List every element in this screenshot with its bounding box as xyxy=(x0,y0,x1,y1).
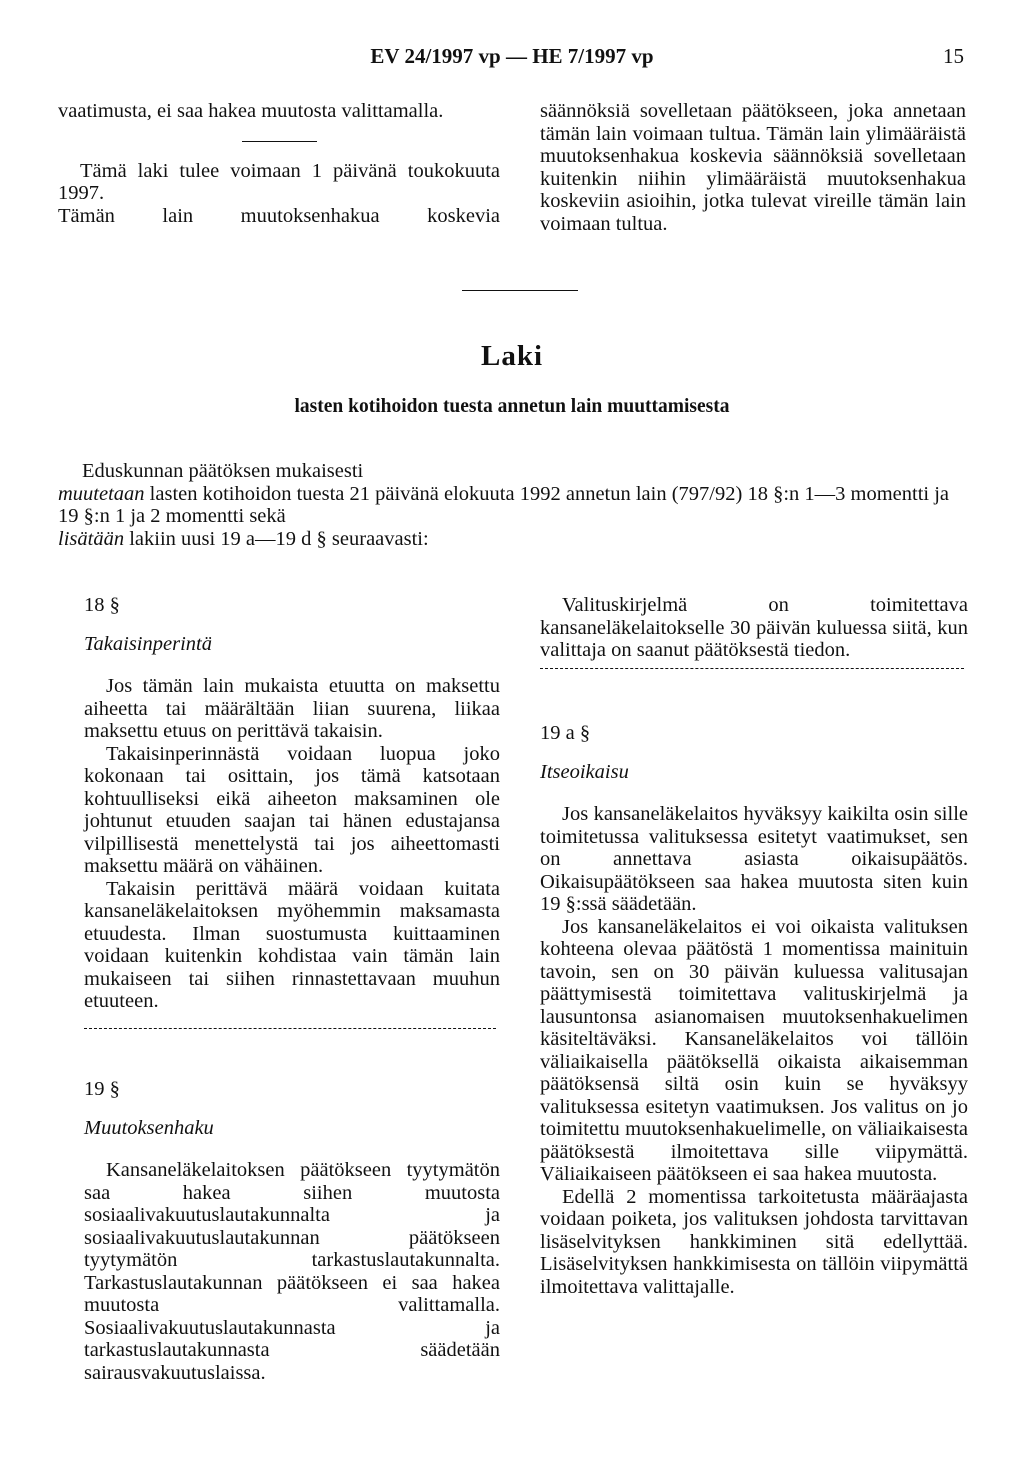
paragraph: Jos kansaneläkelaitos hyväksyy kaikilta osin sille toimitetussa valituksessa esitetyt vaatimukset, sen on annettava asiasta oikaisupäätös. Oikaisupäätökseen saa hakea muutosta siten kuin 19 §:ssä säädetään. xyxy=(540,803,968,915)
paragraph: vaatimusta, ei saa hakea muutosta valittamalla. xyxy=(58,100,444,122)
preamble-add xyxy=(58,528,968,551)
omission-dashes xyxy=(84,1028,496,1029)
section-title: Takaisinperintä xyxy=(84,632,212,655)
paragraph: Jos kansaneläkelaitos ei voi oikaista valituksen kohteena olevaa päätöstä 1 momentissa mainituin tavoin, sen on 30 päivän kuluessa valitusajan päättymisestä toimitettava valituskirjelmä ja lausuntonsa asianomaisen muutoksenhakuelimen käsiteltäväksi. Kansaneläkelaitos voi tällöin väliaikaisella päätöksellä oikaista aikaisemman päätöksensä siltä osin kuin se hyväksyy valituksessa esitetyn vaatimuksen. Jos valitus on jo toimitettu muutoksenhakuelimelle, on väliaikaisesta päätöksestä ilmoitettava sille viipymättä. Väliaikaiseen päätökseen ei saa hakea muutosta. xyxy=(540,915,968,1185)
section-19a xyxy=(540,722,968,1298)
paragraph: Tämän lain muutoksenhakua koskevia xyxy=(58,204,500,227)
top-right-column xyxy=(540,100,966,235)
omission-dashes xyxy=(540,668,964,669)
section-number: 19 § xyxy=(84,1078,120,1100)
preamble xyxy=(58,460,968,550)
section-19 xyxy=(84,1078,500,1384)
preamble-text: lasten kotihoidon tuesta 21 päivänä elokuuta 1992 annetun lain (797/92) 18 §:n 1—3 momentti ja 19 §:n 1 ja 2 momentti sekä xyxy=(58,482,950,527)
paragraph: Tämä laki tulee voimaan 1 päivänä toukokuuta 1997. xyxy=(58,159,500,204)
section-number: 19 a § xyxy=(540,722,591,744)
section-title: Muutoksenhaku xyxy=(84,1116,214,1139)
law-title: Laki xyxy=(480,340,544,372)
section-19-continued xyxy=(540,594,968,662)
page-number: 15 xyxy=(943,44,964,68)
paragraph: Takaisinperinnästä voidaan luopua joko kokonaan tai osittain, jos tämä katsotaan kohtuulliseksi eikä aiheeton maksaminen ole johtunut etuuden saajan tai hänen edustajansa vilpillisestä menettelystä tai jos aiheettomasti maksettu määrä on vähäinen. xyxy=(84,742,500,877)
paragraph: Valituskirjelmä on toimitettava kansaneläkelaitokselle 30 päivän kuluessa siitä, kun valittaja on saanut päätöksestä tiedon. xyxy=(540,594,968,661)
keyword-lisataan: lisätään xyxy=(58,527,125,550)
paragraph: Jos tämän lain mukaista etuutta on maksettu aiheetta tai määrältään liian suurena, liikaa maksettu etuus on perittävä takaisin. xyxy=(84,675,500,742)
law-subtitle: lasten kotihoidon tuesta annetun lain muuttamisesta xyxy=(294,396,730,417)
paragraph: Kansaneläkelaitoksen päätökseen tyytymätön saa hakea siihen muutosta sosiaalivakuutuslautakunnalta ja sosiaalivakuutuslautakunnan päätökseen tyytymätön tarkastuslautakunnalta. Tarkastuslautakunnan päätökseen ei saa hakea muutosta valittamalla. Sosiaalivakuutuslautakunnasta ja tarkastuslautakunnasta säädetään sairausvakuutuslaissa. xyxy=(84,1159,500,1384)
header-title: EV 24/1997 vp — HE 7/1997 vp xyxy=(370,44,654,68)
page-header xyxy=(0,44,1024,74)
preamble-amend xyxy=(58,483,968,528)
paragraph: Takaisin perittävä määrä voidaan kuitata kansaneläkelaitoksen myöhemmin maksamasta etuudesta. Ilman suostumusta kuittaaminen voidaan kuitenkin kohdistaa vain tämän lain mukaiseen tai siihen rinnastettavaan muuhun etuuteen. xyxy=(84,877,500,1012)
section-number: 18 § xyxy=(84,594,120,616)
section-18 xyxy=(84,594,500,1013)
keyword-muutetaan: muutetaan xyxy=(58,482,145,505)
section-title: Itseoikaisu xyxy=(540,760,629,783)
separator-rule xyxy=(462,290,578,291)
paragraph: säännöksiä sovelletaan päätökseen, joka annetaan tämän lain voimaan tultua. Tämän lain ylimääräistä muutoksenhakua koskevia säännöksiä sovelletaan kuitenkin niihin ylimääräistä muutoksenhakua koskeviin asioihin, jotka tulevat vireille tämän lain voimaan tultua. xyxy=(540,100,966,235)
top-left-column xyxy=(58,100,500,227)
paragraph: Edellä 2 momentissa tarkoitetusta määräajasta voidaan poiketa, jos valituksen johdosta tarvittavan lisäselvityksen hankkiminen sitä edellyttää. Lisäselvityksen hankkimisesta on tällöin viipymättä ilmoitettava valittajalle. xyxy=(540,1185,968,1298)
preamble-text: lakiin uusi 19 a—19 d § seuraavasti: xyxy=(124,527,429,550)
preamble-line: Eduskunnan päätöksen mukaisesti xyxy=(82,460,364,482)
